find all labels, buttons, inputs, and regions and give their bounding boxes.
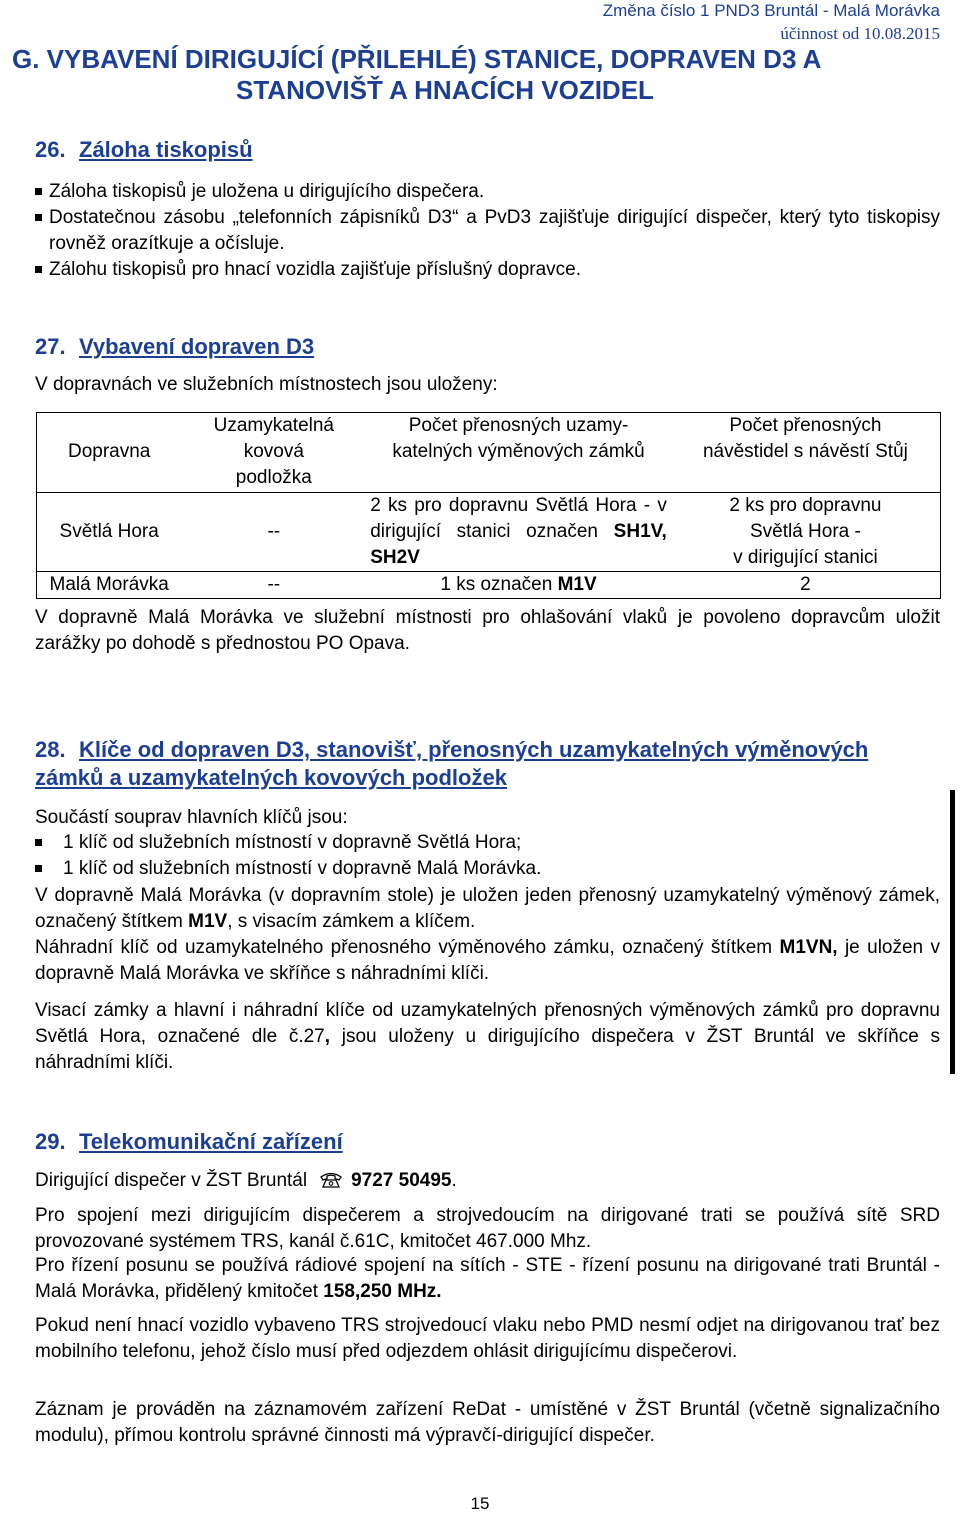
section-number: 29. [35, 1129, 66, 1154]
cell-signals-line: v dirigující stanici [733, 547, 878, 568]
chapter-title-line2: STANOVIŠŤ A HNACÍCH VOZIDEL [236, 75, 654, 105]
cell-locks [366, 572, 671, 599]
text-run: , [324, 1026, 331, 1047]
section-number: 27. [35, 334, 66, 359]
header-pad [181, 413, 366, 493]
section-title: Vybavení dopraven D3 [79, 334, 315, 359]
section-28-intro: Součástí souprav hlavních klíčů jsou: [35, 807, 348, 828]
section-29-paragraph-4: Záznam je prováděn na záznamovém zařízení ReDat - umístěné v ŽST Bruntál (včetně signalizačního modulu), přímou kontrolu správné činnosti má výpravčí-dirigující dispečer. [35, 1399, 940, 1446]
section-29-paragraph-1: Pro spojení mezi dirigujícím dispečerem a strojvedoucím na dirigované trati se používá sítě SRD provozované systémem TRS, kanál č.61C, kmitočet 467.000 Mhz. [35, 1205, 940, 1252]
cell-pad: -- [181, 493, 366, 572]
equipment-table [36, 412, 941, 599]
header-locks [366, 413, 671, 493]
header-pad-line: kovová [243, 441, 304, 462]
header-signals [671, 413, 941, 493]
text-run: Pro řízení posunu se používá rádiové spojení na sítích - STE - řízení posunu na dirigované trati Bruntál - Malá Morávka, přidělený kmitočet [35, 1255, 940, 1302]
cell-station: Světlá Hora [37, 493, 182, 572]
list-item: Zálohu tiskopisů pro hnací vozidla zajišťuje příslušný dopravce. [35, 257, 940, 283]
section-title: Záloha tiskopisů [79, 137, 253, 162]
cell-signals: 2 [671, 572, 941, 599]
section-29-paragraph-3: Pokud není hnací vozidlo vybaveno TRS strojvedoucí vlaku nebo PMD nesmí odjet na dirigovanou trať bez mobilního telefonu, jehož číslo musí před odjezdem ohlásit dirigujícímu dispečerovi. [35, 1315, 940, 1362]
table-row [37, 572, 941, 599]
telephone-icon [319, 1171, 343, 1197]
text-run: Náhradní klíč od uzamykatelného přenosného výměnového zámku, označený štítkem [35, 937, 780, 958]
text-run: . [451, 1170, 457, 1191]
chapter-title-line1: G. VYBAVENÍ DIRIGUJÍCÍ (PŘILEHLÉ) STANICE, DOPRAVEN D3 A [12, 44, 822, 74]
section-28-paragraph-3 [35, 998, 940, 1076]
section-26-heading [35, 136, 253, 164]
cell-locks [366, 493, 671, 572]
cell-signals [671, 493, 941, 572]
header-station: Dopravna [37, 413, 182, 493]
section-27-heading [35, 333, 314, 361]
section-number: 28. [35, 737, 66, 762]
section-title: Telekomunikační zařízení [79, 1129, 343, 1154]
text-run: jsou uloženy u dirigujícího dispečera v ŽST Bruntál ve skříňce s náhradními klíči. [35, 1026, 940, 1073]
table-header-row [37, 413, 941, 493]
label-code: M1V [188, 911, 228, 932]
header-pad-line: Uzamykatelná [213, 415, 334, 436]
section-28-paragraph-2 [35, 935, 940, 987]
page-number: 15 [470, 1494, 490, 1513]
header-locks-line: Počet přenosných uzamy- [408, 415, 629, 436]
text-run: je uložen v dopravně Malá Morávka ve skříňce s náhradními klíči. [35, 937, 941, 984]
cell-locks-codes: M1V [557, 574, 597, 595]
list-item: Záloha tiskopisů je uložena u dirigujícího dispečera. [35, 179, 940, 205]
section-28-heading [35, 736, 925, 792]
section-28-list [35, 830, 940, 882]
cell-signals-line: 2 ks pro dopravnu [729, 495, 882, 516]
section-28-paragraph-1 [35, 883, 940, 935]
section-27-note: V dopravně Malá Morávka ve služební místnosti pro ohlašování vlaků je povoleno dopravcům uložit zarážky po dohodě s přednostou PO Opava. [35, 607, 940, 654]
list-item: 1 klíč od služebních místností v dopravně Světlá Hora; [35, 830, 940, 856]
list-item: 1 klíč od služebních místností v dopravně Malá Morávka. [35, 856, 940, 882]
phone-number: 9727 50495 [351, 1170, 452, 1191]
cell-pad: -- [181, 572, 366, 599]
cell-locks-text: 2 ks pro dopravnu Světlá Hora - v dirigující stanici označen [370, 495, 667, 542]
header-locks-line: katelných výměnových zámků [392, 441, 645, 462]
section-29-heading [35, 1128, 343, 1156]
cell-signals-line: Světlá Hora - [749, 521, 861, 542]
section-26-list [35, 179, 940, 283]
amendment-note: Změna číslo 1 PND3 Bruntál - Malá Morávka [602, 1, 940, 20]
section-title: Klíče od dopraven D3, stanovišť, přenosných uzamykatelných výměnových zámků a uzamykatelných kovových podložek [35, 737, 869, 790]
text-run: , s visacím zámkem a klíčem. [227, 911, 476, 932]
cell-station: Malá Morávka [37, 572, 182, 599]
effective-date: účinnost od 10.08.2015 [780, 24, 940, 43]
table-row [37, 493, 941, 572]
label-code: M1VN, [779, 937, 838, 958]
change-bar [950, 790, 955, 1074]
list-item: Dostatečnou zásobu „telefonních zápisníků D3“ a PvD3 zajišťuje dirigující dispečer, který tyto tiskopisy rovněž orazítkuje a očísluje. [35, 205, 940, 257]
section-number: 26. [35, 137, 66, 162]
phone-label: Dirigující dispečer v ŽST Bruntál [35, 1170, 308, 1191]
header-pad-line: podložka [235, 467, 312, 488]
text-run: V dopravně Malá Morávka (v dopravním stole) je uložen jeden přenosný uzamykatelný výměnový zámek, označený štítkem [35, 885, 940, 932]
frequency-value: 158,250 MHz. [323, 1281, 442, 1302]
cell-locks-codes: SH1V, SH2V [370, 521, 667, 568]
section-29-paragraph-2 [35, 1253, 940, 1305]
header-signals-line: návěstidel s návěstí Stůj [702, 441, 908, 462]
text-run: Visací zámky a hlavní i náhradní klíče od uzamykatelných přenosných výměnových zámků pro dopravnu Světlá Hora, označené dle č.27 [35, 1000, 940, 1047]
phone-line [35, 1168, 940, 1197]
chapter-title [12, 44, 942, 106]
section-27-intro: V dopravnách ve služebních místnostech jsou uloženy: [35, 374, 498, 395]
header-signals-line: Počet přenosných [729, 415, 882, 436]
cell-locks-text: 1 ks označen [440, 574, 553, 595]
